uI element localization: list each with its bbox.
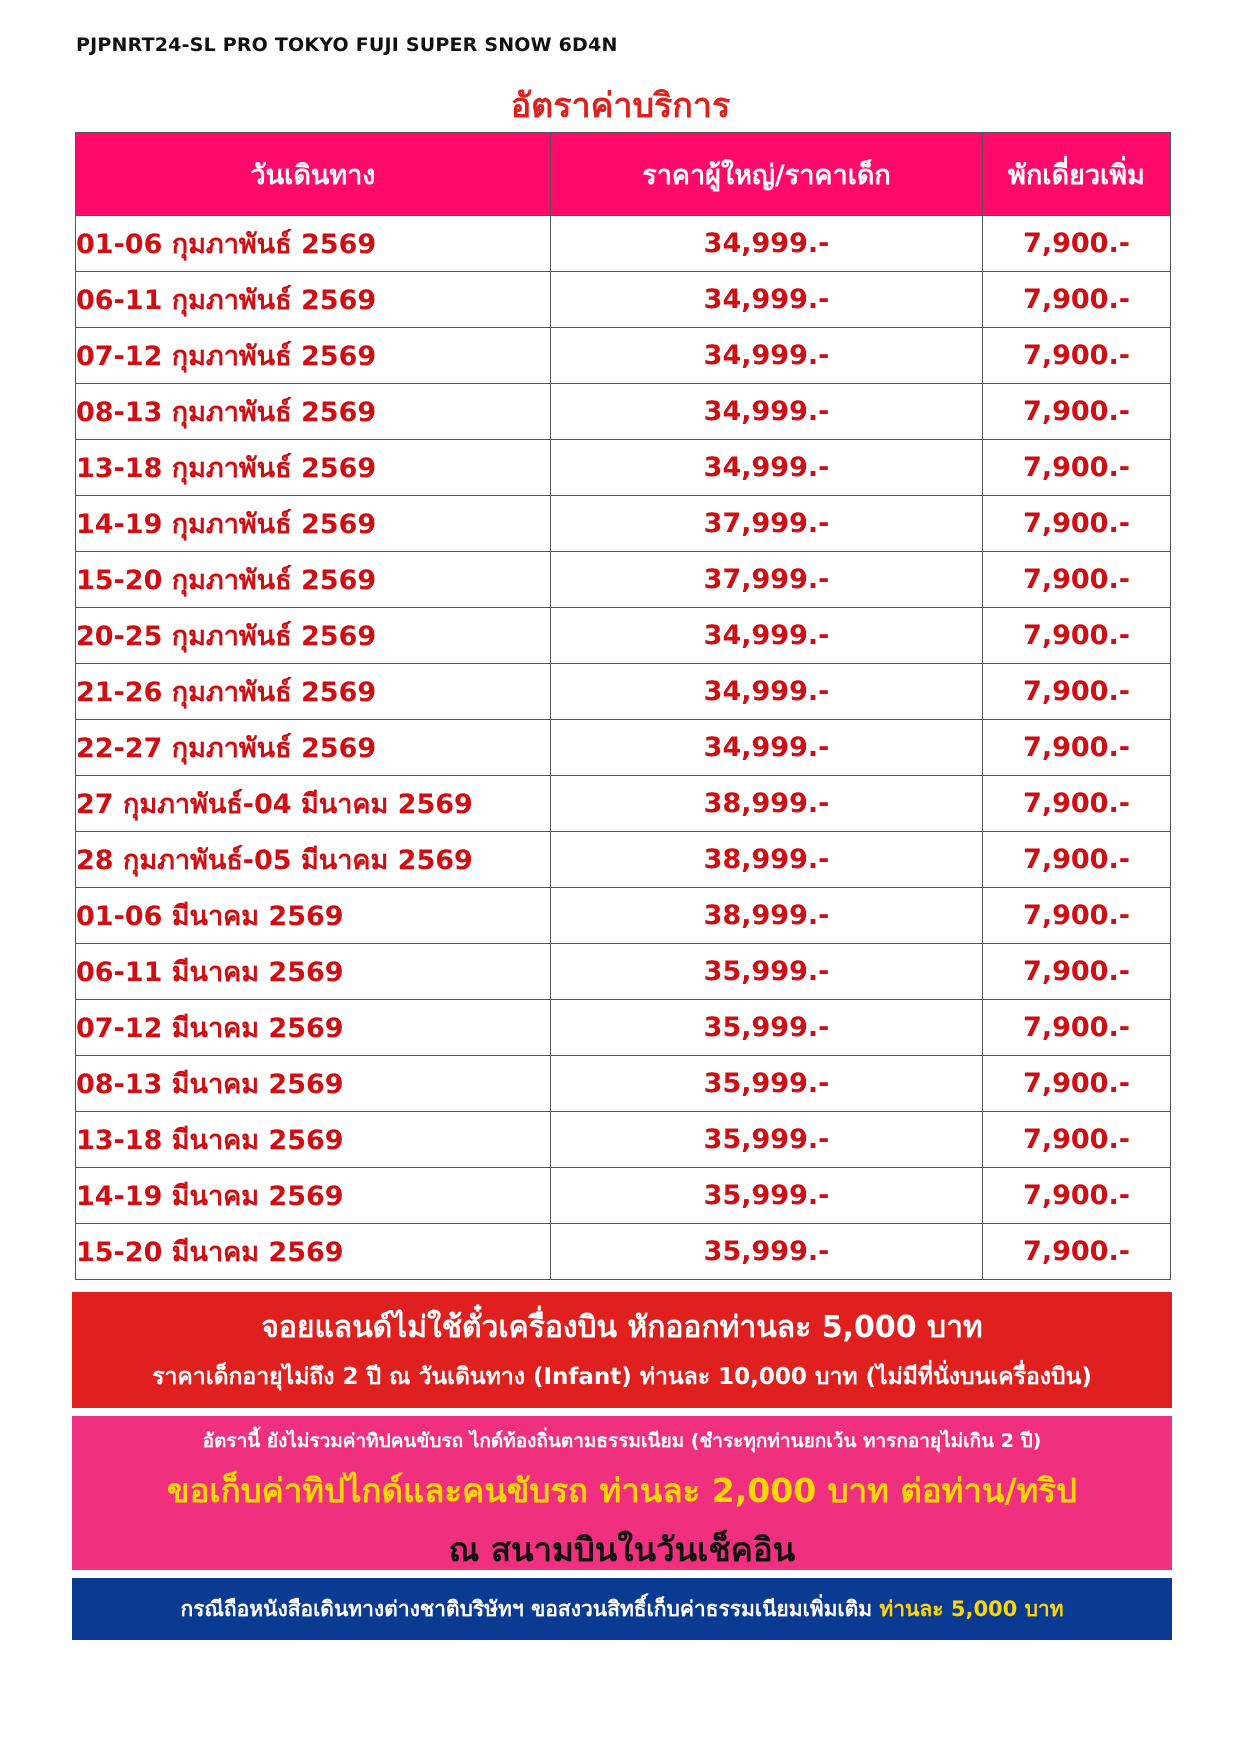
table-row xyxy=(76,1168,1171,1224)
date-cell: 08-13 มีนาคม 2569 xyxy=(76,1056,551,1112)
single-supplement-cell: 7,900.- xyxy=(983,552,1171,608)
table-row xyxy=(76,664,1171,720)
single-supplement-cell: 7,900.- xyxy=(983,1000,1171,1056)
joinland-notice xyxy=(72,1292,1172,1408)
price-cell: 38,999.- xyxy=(551,888,983,944)
column-header-date: วันเดินทาง xyxy=(76,133,551,216)
table-row xyxy=(76,832,1171,888)
price-cell: 35,999.- xyxy=(551,1000,983,1056)
single-supplement-cell: 7,900.- xyxy=(983,384,1171,440)
date-cell: 15-20 มีนาคม 2569 xyxy=(76,1224,551,1280)
table-row xyxy=(76,1000,1171,1056)
price-cell: 35,999.- xyxy=(551,1112,983,1168)
single-supplement-cell: 7,900.- xyxy=(983,664,1171,720)
date-cell: 06-11 มีนาคม 2569 xyxy=(76,944,551,1000)
table-row xyxy=(76,328,1171,384)
table-row xyxy=(76,496,1171,552)
passport-fee-highlight: ท่านละ 5,000 บาท xyxy=(879,1597,1064,1621)
passport-fee-text: กรณีถือหนังสือเดินทางต่างชาติบริษัทฯ ขอสงวนสิทธิ์เก็บค่าธรรมเนียมเพิ่มเติม xyxy=(180,1597,880,1621)
table-row xyxy=(76,384,1171,440)
price-cell: 34,999.- xyxy=(551,272,983,328)
price-cell: 37,999.- xyxy=(551,496,983,552)
price-cell: 35,999.- xyxy=(551,1056,983,1112)
tip-amount-text: ขอเก็บค่าทิปไกด์และคนขับรถ ท่านละ 2,000 บาท ต่อท่าน/ทริป xyxy=(167,1471,1077,1510)
date-cell: 13-18 มีนาคม 2569 xyxy=(76,1112,551,1168)
tip-excluded-text: อัตรานี้ ยังไม่รวมค่าทิปคนขับรถ ไกด์ท้องถิ่นตามธรรมเนียม (ชำระทุกท่านยกเว้น ทารกอายุไม่เกิน 2 ปี) xyxy=(202,1430,1042,1452)
single-supplement-cell: 7,900.- xyxy=(983,608,1171,664)
table-row xyxy=(76,272,1171,328)
date-cell: 06-11 กุมภาพันธ์ 2569 xyxy=(76,272,551,328)
single-supplement-cell: 7,900.- xyxy=(983,720,1171,776)
date-cell: 27 กุมภาพันธ์-04 มีนาคม 2569 xyxy=(76,776,551,832)
single-supplement-cell: 7,900.- xyxy=(983,888,1171,944)
price-cell: 34,999.- xyxy=(551,440,983,496)
column-header-price: ราคาผู้ใหญ่/ราคาเด็ก xyxy=(551,133,983,216)
price-cell: 35,999.- xyxy=(551,944,983,1000)
date-cell: 28 กุมภาพันธ์-05 มีนาคม 2569 xyxy=(76,832,551,888)
price-cell: 34,999.- xyxy=(551,608,983,664)
price-cell: 34,999.- xyxy=(551,216,983,272)
date-cell: 01-06 กุมภาพันธ์ 2569 xyxy=(76,216,551,272)
date-cell: 13-18 กุมภาพันธ์ 2569 xyxy=(76,440,551,496)
table-row xyxy=(76,1224,1171,1280)
date-cell: 01-06 มีนาคม 2569 xyxy=(76,888,551,944)
table-row xyxy=(76,944,1171,1000)
table-row xyxy=(76,216,1171,272)
single-supplement-cell: 7,900.- xyxy=(983,1168,1171,1224)
single-supplement-cell: 7,900.- xyxy=(983,1224,1171,1280)
single-supplement-cell: 7,900.- xyxy=(983,272,1171,328)
date-cell: 15-20 กุมภาพันธ์ 2569 xyxy=(76,552,551,608)
price-cell: 34,999.- xyxy=(551,720,983,776)
column-header-single: พักเดี่ยวเพิ่ม xyxy=(983,133,1171,216)
price-cell: 37,999.- xyxy=(551,552,983,608)
table-row xyxy=(76,440,1171,496)
table-row xyxy=(76,720,1171,776)
foreign-passport-notice xyxy=(72,1578,1172,1640)
table-row xyxy=(76,1056,1171,1112)
price-cell: 35,999.- xyxy=(551,1168,983,1224)
single-supplement-cell: 7,900.- xyxy=(983,328,1171,384)
table-body xyxy=(76,216,1171,1280)
price-cell: 38,999.- xyxy=(551,832,983,888)
single-supplement-cell: 7,900.- xyxy=(983,440,1171,496)
price-cell: 38,999.- xyxy=(551,776,983,832)
tour-code: PJPNRT24-SL PRO TOKYO FUJI SUPER SNOW 6D4N xyxy=(76,34,618,56)
date-cell: 21-26 กุมภาพันธ์ 2569 xyxy=(76,664,551,720)
single-supplement-cell: 7,900.- xyxy=(983,496,1171,552)
price-cell: 34,999.- xyxy=(551,384,983,440)
single-supplement-cell: 7,900.- xyxy=(983,1112,1171,1168)
single-supplement-cell: 7,900.- xyxy=(983,944,1171,1000)
price-cell: 34,999.- xyxy=(551,664,983,720)
tip-collection-text: ณ สนามบินในวันเช็คอิน xyxy=(448,1530,796,1569)
date-cell: 07-12 มีนาคม 2569 xyxy=(76,1000,551,1056)
single-supplement-cell: 7,900.- xyxy=(983,1056,1171,1112)
price-cell: 35,999.- xyxy=(551,1224,983,1280)
infant-price-text: ราคาเด็กอายุไม่ถึง 2 ปี ณ วันเดินทาง (Infant) ท่านละ 10,000 บาท (ไม่มีที่นั่งบนเครื่องบิน) xyxy=(152,1364,1092,1390)
table-row xyxy=(76,776,1171,832)
table-row xyxy=(76,1112,1171,1168)
table-row xyxy=(76,608,1171,664)
date-cell: 22-27 กุมภาพันธ์ 2569 xyxy=(76,720,551,776)
date-cell: 20-25 กุมภาพันธ์ 2569 xyxy=(76,608,551,664)
date-cell: 14-19 กุมภาพันธ์ 2569 xyxy=(76,496,551,552)
single-supplement-cell: 7,900.- xyxy=(983,216,1171,272)
price-cell: 34,999.- xyxy=(551,328,983,384)
page-title: อัตราค่าบริการ xyxy=(510,86,731,126)
joinland-discount-text: จอยแลนด์ไม่ใช้ตั๋วเครื่องบิน หักออกท่านละ 5,000 บาท xyxy=(261,1310,983,1345)
date-cell: 08-13 กุมภาพันธ์ 2569 xyxy=(76,384,551,440)
price-table xyxy=(75,132,1171,1280)
table-row xyxy=(76,552,1171,608)
date-cell: 14-19 มีนาคม 2569 xyxy=(76,1168,551,1224)
single-supplement-cell: 7,900.- xyxy=(983,776,1171,832)
single-supplement-cell: 7,900.- xyxy=(983,832,1171,888)
table-header-row xyxy=(76,133,1171,216)
tip-notice xyxy=(72,1416,1172,1570)
table-row xyxy=(76,888,1171,944)
date-cell: 07-12 กุมภาพันธ์ 2569 xyxy=(76,328,551,384)
